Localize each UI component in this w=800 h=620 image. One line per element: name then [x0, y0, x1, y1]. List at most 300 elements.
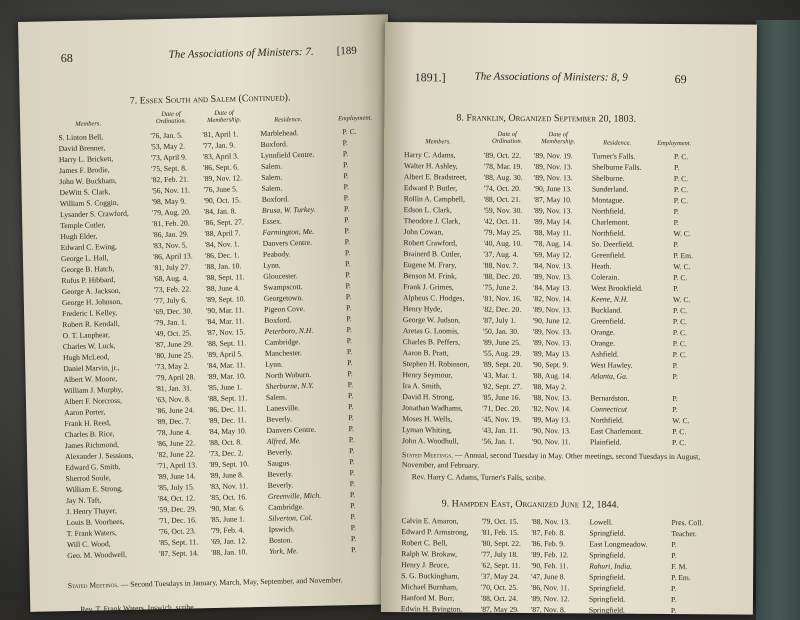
cell-mem: '90, Nov. 13. — [532, 426, 571, 436]
cell-name: Albert E. Bradstreet, — [403, 172, 467, 182]
cell-emp: F. M. — [671, 562, 688, 572]
cell-name: William J. Murphy, — [63, 384, 123, 396]
cell-ord: '86, April 13. — [152, 251, 193, 262]
cell-res: Greenville, Mich. — [267, 490, 322, 501]
left-year-mark: [189 — [336, 44, 357, 58]
cell-ord: '75, June 2. — [483, 282, 518, 292]
cell-ord: '88, Aug. 30. — [483, 172, 523, 182]
cell-name: Aretas G. Loomis, — [402, 326, 459, 336]
cell-name: Edward P. Butler, — [403, 183, 458, 193]
cell-mem: '82, Nov. 14. — [532, 404, 571, 414]
cell-mem: '87, May 10. — [533, 195, 572, 205]
cell-res: Heath. — [591, 261, 612, 271]
cell-res: Cambridge. — [268, 502, 304, 512]
cell-emp: P. — [342, 138, 348, 148]
cell-mem: '90, Feb. 11. — [531, 561, 569, 571]
cell-name: David Brenner, — [58, 143, 106, 154]
left-stated-meetings — [68, 574, 388, 591]
cell-name: William E. Strong, — [65, 483, 123, 495]
cell-ord: '79, Jan. 1. — [154, 317, 187, 328]
cell-ord: '50, Jan. 30. — [482, 326, 520, 336]
cell-mem: '88, Sept. 11. — [207, 393, 248, 404]
cell-emp: P. — [670, 606, 677, 616]
cell-ord: '45, Nov. 19. — [482, 414, 521, 424]
cell-name: John Cowan, — [403, 227, 444, 237]
cell-res: Salem. — [261, 172, 283, 182]
cell-emp: P. C. — [672, 427, 687, 437]
cell-res: Saugus. — [267, 458, 292, 468]
cell-res: East Longmeadow. — [589, 539, 648, 549]
cell-emp: P. C. — [672, 328, 688, 338]
cell-res: East Charlemont. — [590, 426, 643, 436]
cell-name: Frank J. Grimes, — [403, 282, 454, 292]
cell-emp: P. C. — [672, 317, 688, 327]
cell-emp: P. — [345, 281, 351, 291]
cell-res: Beverly. — [267, 469, 294, 479]
right-header-residence: Residence. — [603, 139, 632, 147]
cell-mem: '84, Nov. 1. — [204, 239, 240, 250]
cell-res: Cambridge. — [264, 337, 301, 347]
cell-mem: '69, May 12. — [533, 250, 572, 260]
cell-ord: '76, Jan. 5. — [150, 130, 183, 141]
cell-ord: '82, Sept. 27. — [482, 381, 523, 391]
cell-ord: '74, Oct. 20. — [483, 183, 521, 193]
cell-emp: P. — [348, 446, 355, 456]
right-section2-title: 9. Hampden East, Organized June 12, 1844. — [441, 498, 620, 511]
cell-ord: '89, Dec. 7. — [156, 416, 191, 427]
cell-emp: P. — [346, 314, 352, 324]
cell-mem: '89, Nov. 12. — [203, 173, 243, 184]
left-header-membership: Date of Membership. — [206, 109, 242, 125]
cell-name: Daniel Marvin, jr., — [63, 362, 120, 374]
cell-name: Temple Cutler, — [60, 220, 106, 231]
cell-emp: P. — [347, 358, 353, 368]
right-year: 1891.] — [414, 70, 446, 85]
left-note-label: Stated Meetings. — [67, 580, 119, 591]
cell-emp: P. — [673, 240, 679, 250]
cell-name: Alexander J. Sessions, — [65, 450, 134, 462]
cell-res: Plainfield. — [590, 437, 622, 447]
right-page — [381, 22, 757, 615]
cell-ord: '71, Dec. 20. — [482, 403, 521, 413]
cell-mem: '79, Feb. 4. — [210, 525, 245, 536]
cell-res: Brusa, W. Turkey. — [261, 204, 316, 215]
cell-name: Hugh McLeod, — [62, 352, 110, 363]
cell-ord: '77, July 6. — [153, 295, 187, 306]
cell-emp: P. — [348, 402, 354, 412]
cell-ord: '56, Nov. 11. — [151, 185, 191, 196]
cell-mem: '88, April 7. — [204, 228, 241, 239]
cell-res: Northfield. — [590, 415, 624, 425]
cell-ord: '71, April 13. — [157, 460, 198, 471]
cell-mem: '87, Nov. 8. — [530, 605, 566, 615]
cell-emp: P. — [343, 204, 350, 214]
cell-res: Beverly. — [266, 414, 292, 424]
cell-name: Ira A. Smith, — [402, 381, 442, 391]
cell-res: Georgetown. — [263, 293, 304, 303]
cell-emp: P. C. — [673, 196, 688, 206]
cell-name: George W. Judson, — [402, 315, 461, 325]
cell-ord: '87, May 29. — [480, 604, 520, 614]
cell-emp: Pres. Coll. — [671, 518, 704, 528]
cell-emp: P. — [673, 207, 679, 217]
cell-res: Boston. — [268, 535, 293, 545]
cell-ord: '82, Dec. 20. — [482, 304, 522, 314]
cell-ord: '80, Sept. 22. — [481, 538, 521, 548]
cell-res: Bernardston. — [590, 393, 630, 403]
cell-res: Springfield. — [588, 594, 626, 604]
cell-name: Albert W. Moore, — [63, 374, 118, 385]
cell-res: Springfield. — [589, 572, 626, 582]
cell-mem: '89, May 14. — [533, 217, 572, 227]
cell-mem: '77, Jan. 9. — [202, 140, 236, 151]
cell-mem: '85, Oct. 16. — [209, 492, 248, 503]
cell-name: Rollin A. Campbell, — [403, 194, 465, 204]
cell-res: So. Deerfield. — [591, 239, 634, 249]
cell-ord: '87, Sept. 14. — [159, 548, 199, 559]
cell-name: Albert F. Norcross, — [63, 395, 123, 407]
cell-mem: '89, Sept. 10. — [209, 459, 249, 470]
right-section-title: 8. Franklin, Organized September 20, 1803. — [456, 112, 637, 125]
cell-res: North Woburn. — [265, 369, 312, 380]
cell-emp: P. — [346, 325, 352, 335]
cell-emp: P. — [342, 149, 349, 159]
cell-mem: '89, Nov. 13. — [533, 206, 573, 216]
cell-res: Lynn. — [263, 260, 281, 270]
cell-name: Frank H. Reed, — [64, 418, 111, 429]
cell-mem: '69, Jan. 12. — [210, 536, 248, 547]
cell-ord: '86, June 22. — [156, 438, 196, 449]
cell-name: Henry Hyde, — [402, 304, 443, 314]
cell-name: David H. Strong, — [402, 392, 455, 402]
cell-name: Stephen H. Robinson, — [402, 359, 470, 369]
cell-mem: '88, Jan. 10. — [205, 261, 242, 272]
cell-name: Theodore J. Clark, — [403, 216, 461, 226]
cell-res: Shelburne Falls. — [591, 162, 642, 172]
cell-res: Boxford. — [261, 194, 290, 204]
right-header-employment: Employment. — [657, 139, 692, 148]
cell-mem: '86, Sept. 27. — [204, 217, 244, 228]
cell-ord: '73, Feb. 22. — [153, 284, 192, 295]
cell-res: Peabody. — [262, 249, 291, 259]
cell-res: Connecticut — [590, 404, 628, 414]
cell-res: Lynn. — [265, 359, 283, 369]
cell-ord: '76, Oct. 23. — [158, 526, 196, 537]
cell-mem: '88, Jan. 10. — [211, 547, 248, 558]
left-header-ordination: Date of Ordination. — [155, 110, 187, 126]
right-header-members: Members. — [425, 138, 452, 146]
cell-emp: P. — [672, 361, 678, 371]
cell-mem: '84, Nov. 13. — [533, 261, 572, 271]
cell-name: John W. Buckham, — [59, 175, 117, 187]
cell-ord: '71, Dec. 16. — [158, 515, 197, 526]
cell-name: Hugh Elder, — [60, 231, 98, 242]
cell-ord: '87, July 1. — [482, 315, 516, 325]
cell-emp: P. — [345, 259, 351, 269]
cell-res: Northfield. — [591, 206, 626, 216]
cell-ord: '85, Sept. 11. — [158, 537, 199, 548]
cell-emp: P. — [673, 163, 680, 173]
cell-emp: P. — [350, 523, 357, 533]
cell-name: Lyman Whiting, — [402, 425, 452, 435]
cell-emp: P. C. — [672, 339, 687, 349]
cell-mem: '82, Nov. 14. — [533, 294, 572, 304]
cell-res: Lynnfield Centre. — [260, 149, 315, 160]
cell-res: Gloucester. — [263, 271, 298, 281]
cell-ord: '59, Nov. 30. — [483, 205, 523, 215]
cell-mem: '85, June 1. — [207, 382, 243, 393]
cell-name: Aaron Porter, — [64, 407, 106, 418]
cell-emp: P. — [347, 391, 354, 401]
cell-ord: '82, Feb. 21. — [151, 174, 189, 185]
cell-emp: P. — [350, 534, 357, 544]
cell-emp: P. — [351, 545, 357, 555]
cell-mem: '78, Aug. 14. — [533, 239, 573, 249]
cell-name: Will C. Wood, — [66, 539, 111, 550]
cell-ord: '84, Oct. 12. — [157, 493, 196, 504]
cell-ord: '86, Jan. 29. — [152, 229, 189, 240]
cell-mem: '84, May 10. — [208, 426, 247, 437]
cell-emp: P. Em. — [671, 573, 691, 583]
cell-name: O. T. Lanphear, — [62, 330, 110, 341]
cell-ord: '80, June 25. — [154, 350, 194, 361]
cell-name: Calvin E. Amaron, — [401, 516, 459, 526]
cell-res: Ashfield. — [590, 349, 619, 359]
cell-name: Sherrod Soule, — [65, 473, 111, 484]
cell-res: Springfield. — [589, 550, 626, 560]
cell-emp: P. — [347, 369, 353, 379]
cell-name: Charles B. Peffers, — [402, 337, 461, 347]
cell-res: Swampscott. — [263, 282, 303, 292]
cell-name: Harry C. Adams, — [404, 150, 456, 160]
left-scribe: Rev. T. Frank Waters, Ipswich, scribe. — [80, 602, 196, 614]
cell-ord: '81, Nov. 16. — [483, 293, 522, 303]
cell-emp: P. — [344, 215, 350, 225]
cell-mem: '89, Nov. 12. — [530, 594, 570, 604]
cell-ord: '42, Oct. 11. — [483, 216, 521, 226]
cell-ord: '78, Mar. 19. — [483, 161, 523, 171]
cell-mem: '89, May 13. — [532, 415, 571, 425]
right-note-label: Stated Meetings. — [401, 450, 454, 460]
cell-emp: P. — [343, 171, 349, 181]
cell-name: Benson M. Frink, — [403, 271, 457, 281]
cell-ord: '79, May 25. — [483, 227, 522, 237]
cell-emp: P. — [345, 292, 352, 302]
cell-res: Salem. — [261, 183, 283, 193]
right-stated-meetings — [402, 450, 722, 472]
cell-ord: '79, April 28. — [155, 372, 196, 383]
cell-name: Robert C. Bell, — [401, 538, 448, 548]
cell-emp: P. C. — [674, 152, 689, 162]
cell-name: DeWitt S. Clark, — [59, 187, 111, 198]
cell-mem: '90, Mar. 6. — [210, 503, 245, 514]
cell-name: Edson L. Clark, — [403, 205, 452, 215]
cell-name: Henry Seymour, — [402, 370, 453, 380]
cell-mem: '89, Nov. 13. — [532, 338, 572, 348]
cell-res: Manchester. — [264, 348, 302, 358]
cell-emp: P. — [347, 380, 354, 390]
cell-emp: P. C. — [672, 438, 687, 448]
cell-name: Eugene M. Frary, — [403, 260, 457, 270]
left-header-members: Members. — [75, 120, 102, 128]
left-page — [18, 14, 400, 612]
book-cover-edge — [756, 20, 800, 620]
cell-emp: P. — [350, 512, 356, 522]
cell-mem: '86, Sept. 6. — [202, 162, 239, 173]
cell-name: Edwin H. Byington, — [400, 604, 463, 614]
cell-name: Brainerd B. Cutler, — [403, 249, 462, 259]
cell-res: Danvers Centre. — [266, 424, 317, 435]
cell-emp: P. — [349, 468, 355, 478]
cell-mem: '90, Mar. 11. — [205, 305, 245, 316]
cell-emp: P. C. — [672, 350, 687, 360]
cell-ord: '40, Aug. 10. — [483, 238, 523, 248]
cell-emp: P. — [349, 490, 356, 500]
table-row — [381, 604, 753, 618]
cell-name: J. Henry Thayer, — [66, 506, 117, 517]
cell-emp: P. — [673, 284, 679, 294]
cell-emp: P. — [345, 270, 351, 280]
cell-res: Alfred, Me. — [266, 436, 302, 446]
cell-ord: '79, Aug. 20. — [151, 207, 191, 218]
cell-mem: '89, Nov. 19. — [534, 151, 573, 161]
cell-name: Walter H. Ashley, — [403, 161, 458, 171]
cell-mem: '88, Aug. 14. — [532, 371, 572, 381]
cell-ord: '89, June 14. — [157, 471, 196, 482]
cell-emp: P. — [349, 479, 356, 489]
cell-emp: P. — [348, 435, 355, 445]
cell-name: S. Linton Bell, — [58, 132, 104, 143]
cell-ord: '43, Mar. 1. — [482, 370, 518, 380]
cell-res: Beverly. — [267, 480, 294, 490]
cell-res: Essex. — [262, 216, 282, 226]
left-note-text: — Second Tuesdays in January, March, May, September, and November. — [120, 575, 343, 589]
cell-emp: P. — [672, 372, 678, 382]
cell-ord: '98, May 9. — [151, 196, 187, 207]
cell-mem: '73, Dec. 2. — [208, 448, 244, 459]
cell-mem: '88, June 4. — [205, 283, 240, 294]
cell-emp: W. C. — [673, 229, 691, 239]
cell-emp: P. C. — [673, 273, 688, 283]
cell-mem: '76, June 5. — [203, 184, 238, 195]
cell-mem: '86, Nov. 11. — [531, 583, 570, 593]
cell-mem: '89, Sept. 10. — [205, 294, 246, 305]
cell-ord: '56, Jan. 1. — [482, 436, 515, 446]
cell-emp: P. — [345, 303, 352, 313]
cell-ord: '69, Dec. 30. — [154, 306, 193, 317]
cell-res: Rahuri, India. — [589, 561, 633, 571]
cell-emp: P. — [343, 193, 350, 203]
cell-mem: '81, April 1. — [202, 129, 239, 140]
cell-emp: P. Em. — [673, 251, 694, 261]
cell-res: Colerain. — [591, 272, 620, 282]
cell-ord: '73, May 2. — [155, 361, 190, 372]
cell-ord: '49, Oct. 25. — [154, 328, 192, 339]
cell-ord: '59, Dec. 29. — [158, 504, 197, 515]
left-page-number: 68 — [60, 50, 73, 66]
cell-mem: '90, June 13. — [533, 184, 572, 194]
cell-res: Orange. — [590, 327, 616, 337]
cell-res: Shelburne. — [591, 173, 625, 183]
cell-name: George A. Jackson, — [61, 285, 121, 297]
cell-res: Buckland. — [590, 305, 623, 315]
cell-res: Turner's Falls. — [592, 151, 636, 161]
cell-mem: '89, April 5. — [206, 349, 244, 360]
cell-ord: '88, Dec. 20. — [483, 271, 522, 281]
cell-name: Alpheus C. Hodges, — [403, 293, 465, 303]
cell-emp: P. — [349, 457, 355, 467]
cell-mem: '88, Nov. 13. — [532, 393, 572, 403]
cell-res: Beverly. — [266, 447, 293, 457]
cell-ord: '78, June 4. — [156, 427, 191, 438]
cell-ord: '82, June 22. — [156, 449, 196, 460]
cell-res: West Hawley. — [590, 360, 633, 370]
cell-mem: '84, Jan. 8. — [203, 206, 237, 217]
left-header-residence: Residence. — [274, 116, 303, 124]
cell-mem: '88, May 11. — [533, 228, 572, 238]
cell-name: Edward P. Armstrong, — [401, 527, 469, 537]
cell-ord: '87, June 29. — [154, 339, 193, 350]
cell-name: Robert R. Kendall, — [62, 318, 120, 330]
cell-ord: '37, Aug. 4. — [483, 249, 519, 259]
cell-name: George H. Johnson, — [61, 296, 123, 308]
cell-name: Jay N. Taft, — [65, 495, 102, 506]
cell-emp: P. — [346, 336, 353, 346]
cell-name: Louis B. Voorhees, — [66, 516, 125, 528]
cell-res: Springfield. — [588, 605, 626, 615]
cell-mem: '89, Nov. 13. — [532, 327, 572, 337]
cell-ord: '85, June 16. — [482, 392, 521, 402]
cell-mem: '90, Oct. 15. — [203, 195, 241, 206]
cell-res: Farmington, Me. — [262, 226, 315, 237]
cell-ord: '43, Jan. 11. — [482, 425, 519, 435]
cell-emp: P. — [672, 394, 678, 404]
cell-emp: P. — [348, 413, 354, 423]
cell-res: Silverton, Col. — [268, 512, 313, 523]
cell-emp: P. — [344, 248, 351, 258]
cell-res: Sunderland. — [591, 184, 629, 194]
cell-mem: '89, Feb. 12. — [531, 550, 569, 560]
cell-name: Geo. M. Woodwell, — [67, 549, 128, 561]
cell-name: Michael Burnham, — [401, 582, 459, 592]
cell-ord: '62, Sept. 11. — [481, 560, 521, 570]
cell-res: Montague. — [591, 195, 625, 205]
cell-ord: '81, July 27. — [153, 262, 191, 273]
cell-mem: '90, Nov. 11. — [532, 437, 571, 447]
cell-name: William S. Coggin, — [59, 197, 119, 209]
cell-mem: '83, Nov. 11. — [209, 481, 249, 492]
cell-name: James F. Brodie, — [59, 165, 110, 176]
cell-ord: '88, Nov. 7. — [483, 260, 519, 270]
cell-ord: '53, May 2. — [150, 141, 186, 152]
cell-res: York, Me. — [269, 546, 299, 556]
cell-res: Charlemont. — [591, 217, 630, 227]
cell-res: Salem. — [260, 161, 283, 171]
left-running-head: The Associations of Ministers: 7. — [168, 45, 314, 61]
cell-mem: '89, Dec. 11. — [208, 415, 247, 426]
cell-emp: P. — [350, 501, 356, 511]
cell-emp: W. C. — [672, 416, 690, 426]
cell-name: Hanford M. Burr, — [400, 593, 455, 603]
cell-res: Springfield. — [589, 528, 626, 538]
cell-mem: '88, Sept. 11. — [206, 338, 247, 349]
cell-res: Lanesville. — [266, 403, 300, 413]
cell-name: Jonathan Wadhams, — [402, 403, 463, 413]
cell-mem: '86, Dec. 11. — [208, 404, 247, 415]
cell-emp: P. — [673, 218, 679, 228]
cell-ord: '75, Sept. 8. — [151, 163, 187, 174]
cell-mem: '86, Dec. 1. — [204, 250, 240, 261]
